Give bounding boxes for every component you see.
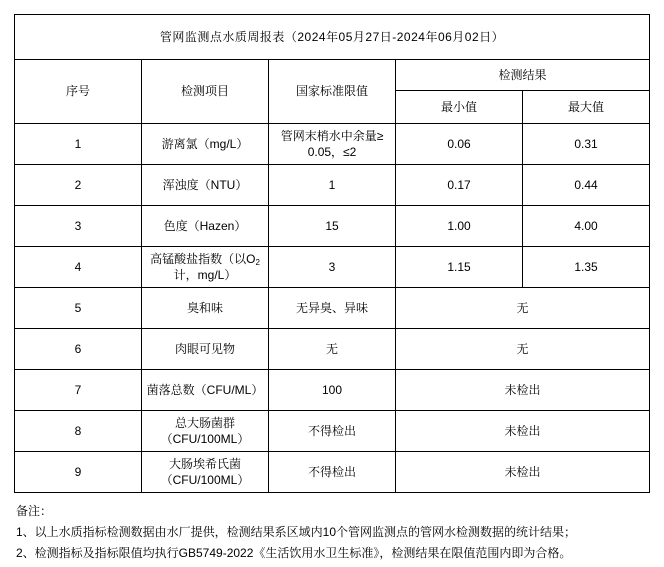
row-limit [269, 124, 396, 165]
row-item: 高锰酸盐指数（以$O_2$计，mg/L） [142, 247, 269, 288]
header-limit: 国家标准限值 [269, 60, 396, 124]
row-limit: 无异臭、异味 [269, 288, 396, 329]
table-row [15, 329, 650, 370]
row-limit-line2: 0.05，≤2 [307, 145, 357, 159]
table-row [15, 124, 650, 165]
row-limit: 100 [269, 370, 396, 411]
notes-section [14, 501, 650, 564]
table-row [15, 411, 650, 452]
header-index: 序号 [15, 60, 142, 124]
row-result-min: 0.06 [396, 124, 523, 165]
row-item: 肉眼可见物 [142, 329, 269, 370]
row-result: 无 [396, 329, 650, 370]
row-result: 未检出 [396, 370, 650, 411]
row-result-min: 0.17 [396, 165, 523, 206]
table-row [15, 247, 650, 288]
header-result-max: 最大值 [523, 91, 650, 124]
row-limit: 3 [269, 247, 396, 288]
row-index: 3 [15, 206, 142, 247]
table-row [15, 288, 650, 329]
table-header-row-1 [15, 60, 650, 91]
row-index: 1 [15, 124, 142, 165]
page-title: 管网监测点水质周报表（2024年05月27日-2024年06月02日） [15, 15, 650, 60]
row-result-max: 4.00 [523, 206, 650, 247]
row-index: 7 [15, 370, 142, 411]
table-title-row [15, 15, 650, 60]
row-result-max: 1.35 [523, 247, 650, 288]
row-limit-line1: 管网末梢水中余量≥ [280, 128, 384, 143]
row-item: 大肠埃希氏菌（CFU/100ML） [142, 452, 269, 493]
row-limit: 1 [269, 165, 396, 206]
row-index: 6 [15, 329, 142, 370]
row-result: 无 [396, 288, 650, 329]
row-result-max: 0.31 [523, 124, 650, 165]
water-quality-report-table [14, 14, 650, 493]
row-item: 游离氯（mg/L） [142, 124, 269, 165]
table-row [15, 165, 650, 206]
row-result: 未检出 [396, 411, 650, 452]
row-index: 4 [15, 247, 142, 288]
row-index: 8 [15, 411, 142, 452]
row-index: 9 [15, 452, 142, 493]
notes-line-2: 2、检测指标及指标限值均执行GB5749-2022《生活饮用水卫生标准》，检测结果在限值范围内即为合格。 [16, 546, 572, 560]
row-item: 总大肠菌群（CFU/100ML） [142, 411, 269, 452]
row-item: 臭和味 [142, 288, 269, 329]
notes-label: 备注： [16, 504, 53, 518]
header-result-min: 最小值 [396, 91, 523, 124]
row-limit: 无 [269, 329, 396, 370]
row-limit: 不得检出 [269, 452, 396, 493]
row-result: 未检出 [396, 452, 650, 493]
row-item: 浑浊度（NTU） [142, 165, 269, 206]
header-item: 检测项目 [142, 60, 269, 124]
row-item: 菌落总数（CFU/ML） [142, 370, 269, 411]
row-limit: 不得检出 [269, 411, 396, 452]
row-index: 5 [15, 288, 142, 329]
row-item: 色度（Hazen） [142, 206, 269, 247]
table-row [15, 452, 650, 493]
table-row [15, 370, 650, 411]
row-index: 2 [15, 165, 142, 206]
row-result-min: 1.00 [396, 206, 523, 247]
row-limit: 15 [269, 206, 396, 247]
notes-line-1: 1、以上水质指标检测数据由水厂提供，检测结果系区域内10个管网监测点的管网水检测数据的统计结果； [16, 525, 577, 539]
row-result-min: 1.15 [396, 247, 523, 288]
row-result-max: 0.44 [523, 165, 650, 206]
header-result: 检测结果 [396, 60, 650, 91]
table-row [15, 206, 650, 247]
